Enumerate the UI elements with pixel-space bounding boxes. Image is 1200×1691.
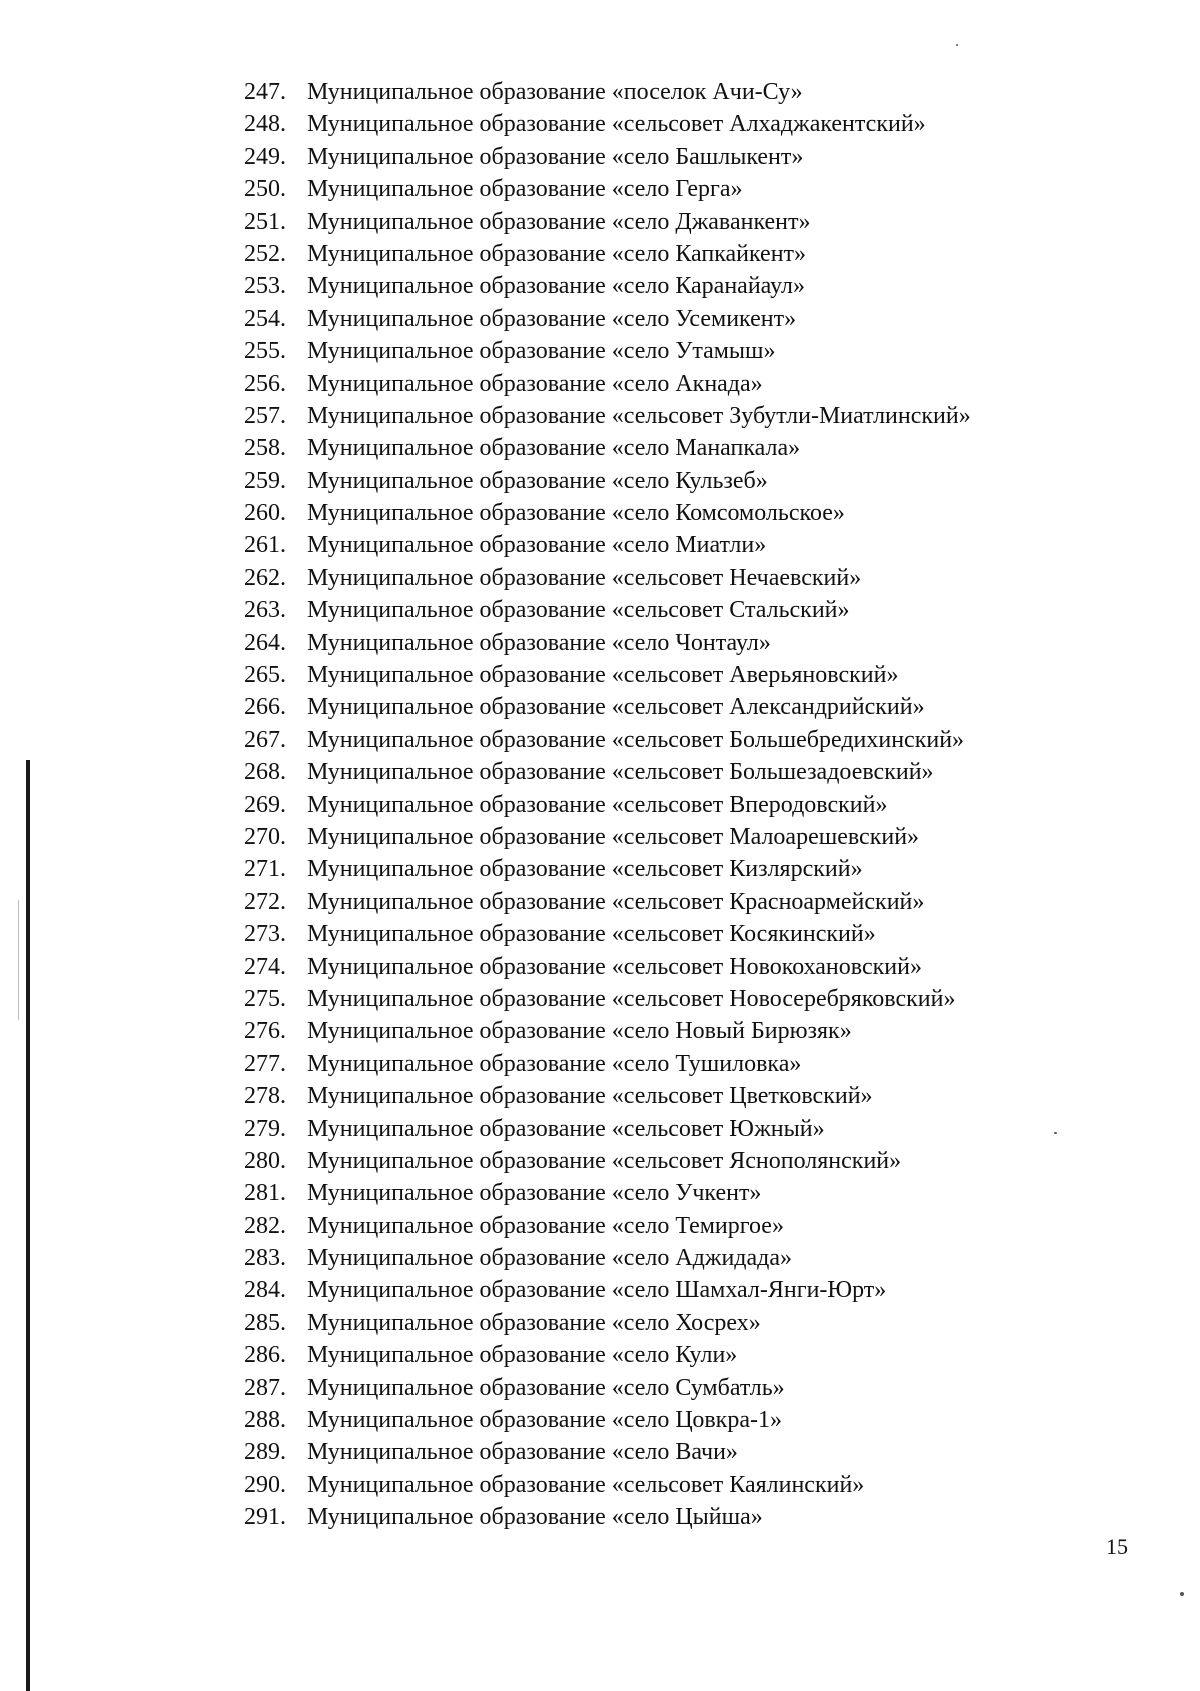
item-number: 279. [244,1115,286,1142]
item-text: Муниципальное образование «село Кульзеб» [307,467,768,494]
item-text: Муниципальное образование «село Миатли» [307,532,767,559]
list-item [244,1404,971,1436]
item-text: Муниципальное образование «сельсовет Большебредихинский» [307,726,965,753]
item-text: Муниципальное образование «село Утамыш» [307,338,776,365]
list-item [244,691,971,723]
item-number: 285. [244,1309,286,1336]
municipal-list [244,76,971,1534]
item-text: Муниципальное образование «сельсовет Аверьяновский» [307,662,899,689]
list-item [244,951,971,983]
item-text: Муниципальное образование «сельсовет Малоарешевский» [307,823,920,850]
item-text: Муниципальное образование «сельсовет Стальский» [307,597,850,624]
item-text: Муниципальное образование «сельсовет Вперодовский» [307,791,888,818]
item-number: 286. [244,1342,286,1369]
item-text: Муниципальное образование «село Комсомольское» [307,500,845,527]
item-text: Муниципальное образование «село Вачи» [307,1439,738,1466]
item-number: 287. [244,1374,286,1401]
item-number: 269. [244,791,286,818]
item-number: 249. [244,143,286,170]
list-item [244,724,971,756]
list-item [244,1210,971,1242]
item-number: 251. [244,208,286,235]
item-number: 291. [244,1504,286,1531]
item-text: Муниципальное образование «сельсовет Новокохановский» [307,953,922,980]
item-text: Муниципальное образование «село Цыйша» [307,1504,763,1531]
list-item [244,1080,971,1112]
item-number: 280. [244,1147,286,1174]
item-text: Муниципальное образование «село Шамхал-Янги-Юрт» [307,1277,887,1304]
list-item [244,303,971,335]
item-number: 272. [244,888,286,915]
item-text: Муниципальное образование «село Усемикент» [307,305,797,332]
item-text: Муниципальное образование «село Аджидада» [307,1245,793,1272]
item-text: Муниципальное образование «сельсовет Алхаджакентский» [307,111,926,138]
item-number: 248. [244,111,286,138]
item-number: 288. [244,1407,286,1434]
list-item [244,853,971,885]
list-item [244,141,971,173]
item-number: 254. [244,305,286,332]
item-number: 250. [244,176,286,203]
item-number: 271. [244,856,286,883]
item-number: 268. [244,759,286,786]
list-item [244,1113,971,1145]
scan-speck [1180,1592,1184,1596]
item-text: Муниципальное образование «сельсовет Зубутли-Миатлинский» [307,402,971,429]
item-number: 290. [244,1471,286,1498]
list-item [244,1015,971,1047]
list-item [244,594,971,626]
list-item [244,886,971,918]
item-number: 264. [244,629,286,656]
list-item [244,1469,971,1501]
item-number: 261. [244,532,286,559]
list-item [244,1372,971,1404]
page-number: 15 [1106,1534,1128,1559]
list-item [244,659,971,691]
item-number: 263. [244,597,286,624]
list-item [244,562,971,594]
item-number: 282. [244,1212,286,1239]
list-item [244,529,971,561]
list-item [244,1145,971,1177]
item-number: 278. [244,1083,286,1110]
list-item [244,627,971,659]
list-item [244,432,971,464]
item-number: 267. [244,726,286,753]
list-item [244,1274,971,1306]
item-text: Муниципальное образование «сельсовет Красноармейский» [307,888,925,915]
item-text: Муниципальное образование «село Башлыкент» [307,143,804,170]
item-text: Муниципальное образование «село Темиргое» [307,1212,784,1239]
item-text: Муниципальное образование «село Чонтаул» [307,629,771,656]
list-item [244,1048,971,1080]
list-item [244,1501,971,1533]
list-item [244,400,971,432]
list-item [244,270,971,302]
item-number: 259. [244,467,286,494]
list-item [244,918,971,950]
list-item [244,368,971,400]
item-number: 260. [244,500,286,527]
item-number: 283. [244,1245,286,1272]
item-text: Муниципальное образование «село Кули» [307,1342,738,1369]
item-text: Муниципальное образование «сельсовет Цветковский» [307,1083,873,1110]
list-item [244,983,971,1015]
item-number: 275. [244,985,286,1012]
item-number: 256. [244,370,286,397]
item-text: Муниципальное образование «село Каранайаул» [307,273,806,300]
item-text: Муниципальное образование «сельсовет Кизлярский» [307,856,863,883]
item-text: Муниципальное образование «село Хосрех» [307,1309,761,1336]
scan-edge-faint-line [18,900,19,1020]
item-number: 276. [244,1018,286,1045]
item-number: 266. [244,694,286,721]
item-text: Муниципальное образование «село Герга» [307,176,743,203]
scan-speck [956,44,958,46]
list-item [244,789,971,821]
item-text: Муниципальное образование «сельсовет Новосеребряковский» [307,985,956,1012]
item-number: 258. [244,435,286,462]
list-item [244,238,971,270]
list-item [244,76,971,108]
item-text: Муниципальное образование «сельсовет Большезадоевский» [307,759,934,786]
item-number: 281. [244,1180,286,1207]
item-number: 277. [244,1050,286,1077]
item-text: Муниципальное образование «село Новый Бирюзяк» [307,1018,852,1045]
list-item [244,1242,971,1274]
item-text: Муниципальное образование «село Капкайкент» [307,240,807,267]
item-text: Муниципальное образование «село Джаванкент» [307,208,811,235]
item-text: Муниципальное образование «поселок Ачи-Су» [307,79,803,105]
list-item [244,1307,971,1339]
item-text: Муниципальное образование «село Учкент» [307,1180,762,1207]
list-item [244,756,971,788]
item-number: 284. [244,1277,286,1304]
list-item [244,497,971,529]
item-number: 274. [244,953,286,980]
item-number: 253. [244,273,286,300]
scan-edge-line [26,760,30,1691]
scan-speck [1054,1132,1057,1134]
item-number: 262. [244,564,286,591]
list-item [244,173,971,205]
list-item [244,1436,971,1468]
item-text: Муниципальное образование «сельсовет Нечаевский» [307,564,862,591]
item-number: 273. [244,921,286,948]
list-item [244,335,971,367]
item-text: Муниципальное образование «сельсовет Яснополянский» [307,1147,902,1174]
item-number: 252. [244,240,286,267]
item-text: Муниципальное образование «село Цовкра-1» [307,1407,782,1434]
item-text: Муниципальное образование «сельсовет Каялинский» [307,1471,865,1498]
item-number: 265. [244,662,286,689]
list-item [244,1339,971,1371]
item-text: Муниципальное образование «сельсовет Южный» [307,1115,825,1142]
item-number: 247. [244,79,286,105]
item-number: 289. [244,1439,286,1466]
list-item [244,821,971,853]
item-text: Муниципальное образование «село Сумбатль» [307,1374,785,1401]
item-number: 255. [244,338,286,365]
item-number: 257. [244,402,286,429]
list-item [244,1177,971,1209]
item-text: Муниципальное образование «сельсовет Александрийский» [307,694,925,721]
item-text: Муниципальное образование «село Акнада» [307,370,763,397]
list-item [244,465,971,497]
item-text: Муниципальное образование «село Манапкала» [307,435,801,462]
item-text: Муниципальное образование «село Тушиловка» [307,1050,802,1077]
item-text: Муниципальное образование «сельсовет Косякинский» [307,921,876,948]
list-item [244,206,971,238]
item-number: 270. [244,823,286,850]
list-item [244,108,971,140]
